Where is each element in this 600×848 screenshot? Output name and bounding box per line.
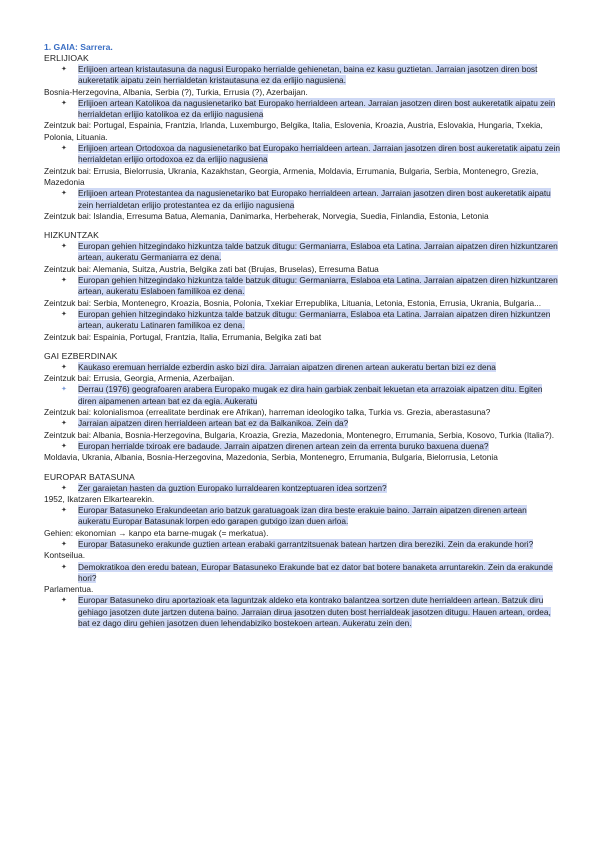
question-text: Erlijioen artean Protestantea da nagusienetariko bat Europako herrialdeen artean. Jarraian jasotzen diren bost aukeretatik aipatu zein herrialdetan erlijio protestantea ez da erlijio nagusiena — [78, 188, 551, 210]
diamond-bullet-icon: ✦ — [61, 442, 67, 450]
answer-text: Moldavia, Ukrania, Albania, Bosnia-Herzegovina, Mazedonia, Serbia, Montenegro, Errumania, Bulgaria, Bielorrusia, Letonia — [44, 452, 498, 463]
question-text: Europan gehien hitzegindako hizkuntza talde batzuk ditugu: Germaniarra, Eslaboa eta Latina. Jarraian aipatzen diren hizkuntzaren artean, aukeratu Eslaboen familikoa ez dena. — [78, 275, 558, 297]
answer-text: Zeintzuk bai: Serbia, Montenegro, Kroazia, Bosnia, Polonia, Txekiar Errepublika, Lituania, Letonia, Estonia, Errusia, Ukrania, Bulgaria... — [44, 297, 542, 308]
answer-text: 1952, Ikatzaren Elkartearekin. — [44, 493, 155, 504]
section-heading: HIZKUNTZAK — [44, 230, 99, 241]
diamond-bullet-icon: ✦ — [61, 563, 67, 571]
diamond-bullet-icon: ✦ — [61, 484, 67, 492]
question-item — [44, 562, 560, 585]
question-text: Jarraian aipatzen diren herrialdeen artean bat ez da Balkanikoa. Zein da? — [78, 418, 349, 429]
question-item — [44, 362, 560, 373]
section-gai-ezberdinak — [44, 351, 560, 464]
question-item — [44, 483, 560, 494]
diamond-bullet-icon: ✦ — [61, 310, 67, 318]
section-europar-batasuna — [44, 472, 560, 630]
question-item — [44, 241, 560, 264]
question-item — [44, 505, 560, 528]
section-heading: ERLIJIOAK — [44, 53, 89, 63]
question-text: Zer garaietan hasten da guztion Europako lurraldearen kontzeptuaren idea sortzen? — [78, 482, 387, 493]
question-text: Erlijioen artean Ortodoxoa da nagusienetariko bat Europako herrialdeen artean. Jarraian jasotzen diren bost aukeretatik aipatu zein herrialdetan erlijio ortodoxoa ez da erlijio nagusiena — [78, 143, 560, 165]
answer-text: Zeintzuk bai: Espainia, Portugal, Frantzia, Italia, Errumania, Belgika zati bat — [44, 331, 322, 342]
diamond-bullet-icon: ✦ — [61, 277, 67, 285]
answer-text: Kontseilua. — [44, 550, 86, 561]
diamond-bullet-icon: ✦ — [61, 540, 67, 548]
question-item — [44, 418, 560, 429]
section-heading: GAI EZBERDINAK — [44, 350, 118, 361]
question-item — [44, 188, 560, 211]
question-item — [44, 275, 560, 298]
question-item — [44, 595, 560, 629]
document-content — [44, 53, 560, 629]
diamond-bullet-icon: ✦ — [61, 99, 67, 107]
question-text: Europan gehien hitzegindako hizkuntza talde batzuk ditugu: Germaniarra, Eslaboa eta Latina. Jarraian aipatzen diren hizkuntzaren artean, aukeratu Germaniarra ez dena. — [78, 241, 558, 263]
diamond-bullet-icon: ✦ — [61, 190, 67, 198]
answer-text: Zeintzuk bai: Alemania, Suitza, Austria, Belgika zati bat (Brujas, Bruselas), Erresuma Batua — [44, 263, 379, 274]
question-text: Europar Batasuneko diru aportazioak eta laguntzak aldeko eta kontrako balantzea sortzen dute herrialdeen artean. Batzuk diru gehiago jasotzen dute jartzen dutena baino. Jarraian dirua jasotzen duten bost herrialdeak jasotzen ditugu. Hauen artean, ordea, bat ez dago diru gehien jasotzen duen lehendabiziko bostekoen artean. Aukeratu zein den. — [78, 595, 551, 629]
answer-text: Parlamentua. — [44, 584, 94, 595]
question-item — [44, 441, 560, 452]
answer-text: Zeintzuk bai: Errusia, Bielorrusia, Ukrania, Kazakhstan, Georgia, Armenia, Moldavia, Errumania, Bulgaria, Serbia, Montenegro, Grezia, Mazedonia — [44, 165, 539, 187]
question-text: Kaukaso eremuan herrialde ezberdin asko bizi dira. Jarraian aipatzen direnen artean aukeratu bertan bizi ez dena — [78, 361, 496, 372]
diamond-bullet-icon: ✦ — [61, 507, 67, 515]
diamond-bullet-icon: ✦ — [61, 363, 67, 371]
diamond-bullet-icon: ✦ — [61, 243, 67, 251]
question-text: Europan herrialde txiroak ere badaude. Jarrain aipatzen direnen artean zein da errenta buruko baxuena duena? — [78, 440, 489, 451]
diamond-bullet-icon: ✦ — [61, 420, 67, 428]
question-text: Erlijioen artean Katolikoa da nagusienetariko bat Europako herrialdeen artean. Jarraian jasotzen diren bost aukeretatik aipatu zein herrialdetan erlijio katolikoa ez da erlijio nagusiena — [78, 97, 556, 120]
answer-text: Zeintzuk bai: kolonialismoa (errealitate berdinak ere Afrikan), harreman ideologiko talka, Turkia vs. Grezia, aberastasuna? — [44, 407, 491, 418]
diamond-bullet-icon: ✦ — [61, 597, 67, 605]
answer-text: Zeintzuk bai: Islandia, Erresuma Batua, Alemania, Danimarka, Herbeherak, Norvegia, Suedia, Finlandia, Estonia, Letonia — [44, 210, 489, 221]
question-text: Europar Batasuneko erakunde guztien artean erabaki garrantzitsuenak batean hartzen dira bereziki. Zein da erakunde hori? — [78, 538, 534, 549]
question-item — [44, 143, 560, 166]
question-text: Europan gehien hitzegindako hizkuntza talde batzuk ditugu: Germaniarra, Eslaboa eta Latina. Jarraian aipatzen diren hizkuntzen artean, aukeratu Latinaren familikoa ez dena. — [78, 308, 551, 331]
question-item — [44, 539, 560, 550]
document-title: 1. GAIA: Sarrera. — [44, 42, 113, 52]
answer-text: Zeintzuk bai: Errusia, Georgia, Armenia, Azerbaijan. — [44, 373, 235, 384]
question-item — [44, 309, 560, 332]
answer-text: Gehien: ekonomian → kanpo eta barne-mugak (= merkatua). — [44, 527, 269, 538]
answer-text: Zeintzuk bai: Portugal, Espainia, Frantzia, Irlanda, Luxemburgo, Belgika, Italia, Eslovenia, Kroazia, Austria, Eslovakia, Hungaria, Txekia, Polonia, Lituania. — [44, 120, 543, 142]
question-item — [44, 64, 560, 87]
answer-text: Bosnia-Herzegovina, Albania, Serbia (?), Turkia, Errusia (?), Azerbaijan. — [44, 86, 308, 97]
section-erlijioak — [44, 53, 560, 222]
diamond-bullet-icon: ✦ — [61, 145, 67, 153]
diamond-bullet-icon: ✦ — [61, 66, 67, 73]
question-text: Demokratikoa den eredu batean, Europar Batasuneko Erakunde bat ez dator bat botere banaketa arruntarekin. Zein da erakunde hori? — [78, 561, 553, 583]
question-text: Derrau (1976) geografoaren arabera Europako mugak ez dira hain garbiak zenbait lekuetan eta arrazoiak aipatzen ditu. Egiten diren aipamenen artean bat ez da egia. Aukeratu — [78, 384, 543, 406]
section-heading: EUROPAR BATASUNA — [44, 471, 135, 482]
section-hizkuntzak — [44, 230, 560, 343]
question-item — [44, 384, 560, 407]
question-text: Europar Batasuneko Erakundeetan ario batzuk garatuagoak izan dira beste erakuie baino. Jarrain aipatzen direnen artean aukeratu Europar Batasunak lorpen edo garapen gutxigo izan duen arloa. — [78, 505, 527, 527]
question-item — [44, 98, 560, 121]
diamond-bullet-icon: ✦ — [61, 386, 67, 394]
answer-text: Zeintzuk bai: Albania, Bosnia-Herzegovina, Bulgaria, Kroazia, Grezia, Mazedonia, Montenegro, Errumania, Serbia, Kosovo, Turkia (Italia?). — [44, 429, 555, 440]
question-text: Erlijioen artean kristautasuna da nagusi Europako herrialde gehienetan, baina ez kasu guztietan. Jarraian jasotzen diren bost aukeretatik aipatu zein herrialdetan kristautasuna ez da erlijio nagusiena. — [78, 64, 538, 86]
